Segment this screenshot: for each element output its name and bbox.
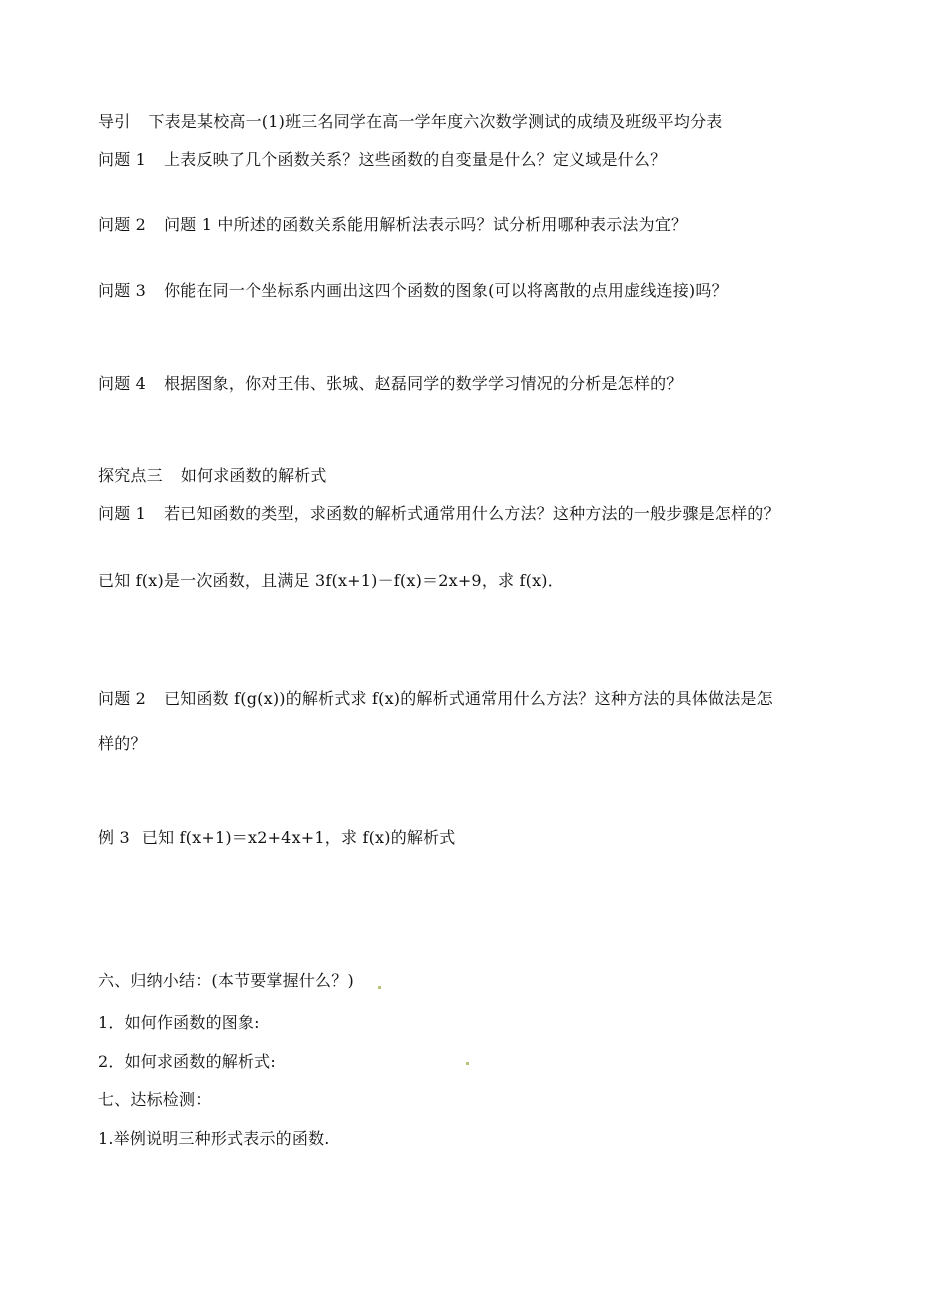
summary-item-1 (98, 1012, 260, 1034)
part3-question-2-label: 问题 2 (98, 689, 147, 708)
question-2-label: 问题 2 (98, 215, 147, 234)
example-linear-function-text: 已知 f(x)是一次函数，且满足 3f(x+1)－f(x)＝2x+9，求 f(x)． (98, 571, 564, 590)
check-heading (98, 1089, 211, 1111)
question-1-label: 问题 1 (98, 150, 147, 169)
summary-item-2 (98, 1051, 276, 1073)
example-3-label: 例 3 (98, 828, 130, 847)
decorative-dot (466, 1062, 469, 1065)
intro-text: 下表是某校高一(1)班三名同学在高一学年度六次数学测试的成绩及班级平均分表 (148, 112, 723, 131)
summary-heading-text: 六、归纳小结：(本节要掌握什么？) (98, 971, 354, 990)
part3-question-2-text-cont: 样的？ (98, 734, 147, 753)
example-3 (98, 827, 456, 849)
check-item-1-text: 1.举例说明三种形式表示的函数. (98, 1129, 330, 1148)
summary-item-1-text: 1．如何作函数的图象: (98, 1013, 260, 1032)
summary-item-2-text: 2．如何求函数的解析式: (98, 1052, 276, 1071)
question-1 (98, 149, 666, 171)
section-3-heading (98, 465, 327, 487)
section-3-label: 探究点三 (98, 466, 163, 485)
part3-question-1-label: 问题 1 (98, 504, 147, 523)
intro-line (98, 111, 722, 133)
part3-question-2-continued (98, 733, 147, 755)
check-heading-text: 七、达标检测： (98, 1090, 212, 1109)
question-3 (98, 280, 728, 302)
question-4-label: 问题 4 (98, 374, 147, 393)
question-4 (98, 373, 682, 395)
example-linear-function (98, 570, 564, 592)
part3-question-1-text: 若已知函数的类型，求函数的解析式通常用什么方法？这种方法的一般步骤是怎样的？ (164, 504, 780, 523)
example-3-text: 已知 f(x+1)＝x2+4x+1，求 f(x)的解析式 (141, 828, 456, 847)
question-2-text: 问题 1 中所述的函数关系能用解析法表示吗？试分析用哪种表示法为宜？ (164, 215, 688, 234)
question-2 (98, 214, 687, 236)
decorative-dot (378, 986, 381, 989)
question-4-text: 根据图象，你对王伟、张城、赵磊同学的数学学习情况的分析是怎样的？ (164, 374, 683, 393)
question-1-text: 上表反映了几个函数关系？这些函数的自变量是什么？定义域是什么？ (164, 150, 667, 169)
intro-label: 导引 (98, 112, 131, 131)
part3-question-1 (98, 503, 780, 525)
question-3-label: 问题 3 (98, 281, 147, 300)
part3-question-2-text: 已知函数 f(g(x))的解析式求 f(x)的解析式通常用什么方法？这种方法的具体做法是怎 (164, 689, 773, 708)
summary-heading (98, 970, 354, 992)
check-item-1 (98, 1128, 330, 1150)
section-3-title: 如何求函数的解析式 (180, 466, 327, 485)
part3-question-2 (98, 688, 773, 710)
question-3-text: 你能在同一个坐标系内画出这四个函数的图象(可以将离散的点用虚线连接)吗？ (164, 281, 728, 300)
